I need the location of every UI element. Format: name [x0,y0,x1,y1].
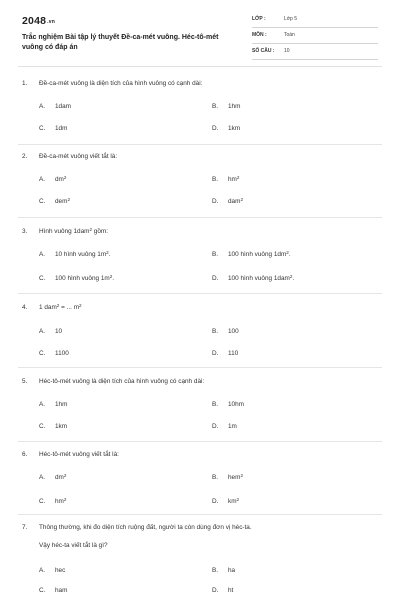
option-a[interactable]: A. $dm^2$ [39,473,67,481]
option-d[interactable]: D. 110 [212,350,239,357]
option-a[interactable]: A. 1dam [39,103,71,110]
question-text: 5. Héc-tô-mét vuông là diện tích của hình vuông có cạnh dài: [22,378,205,385]
question-separator [18,514,382,515]
option-d[interactable]: D. 1km [212,125,241,132]
question-subtext: Vậy héc-ta viết tắt là gì? [39,542,108,549]
option-c[interactable]: C. $hm^2$ [39,497,67,505]
option-b[interactable]: B. 100 [212,328,239,335]
question-text: 3. Hình vuông 1dam$^2$ gồm: [22,227,108,235]
question-text: 1. Đề-ca-mét vuông là diện tích của hình vuông có cạnh dài: [22,80,203,87]
option-c[interactable]: C. ham [39,587,68,594]
header [0,0,400,62]
option-b[interactable]: B. 10hm [212,401,244,408]
option-a[interactable]: A. 10 hình vuông $1m^2$. [39,250,111,258]
header-divider [18,66,382,67]
meta-info [252,12,378,60]
option-a[interactable]: A. 1hm [39,401,68,408]
question-text: 7. Thông thường, khi đo diện tích ruộng đất, người ta còn dùng đơn vị héc-ta. [22,524,252,531]
question-text: 6. Héc-tô-mét vuông viết tắt là: [22,451,119,458]
question-separator [18,367,382,368]
option-a[interactable]: A. $dm^2$ [39,175,67,183]
option-d[interactable]: D. 1m [212,423,237,430]
option-a[interactable]: A. 10 [39,328,63,335]
option-b[interactable]: B. $hm^2$ [212,175,240,183]
meta-subject: MÔN : Toán [252,28,378,44]
option-c[interactable]: C. 1km [39,423,68,430]
option-d[interactable]: D. dam$^2$ [212,197,243,205]
option-b[interactable]: B. ha [212,567,236,574]
site-logo[interactable]: 2048.vn [22,15,55,27]
option-b[interactable]: B. 1hm [212,103,241,110]
document-title: Trắc nghiệm Bài tập lý thuyết Đề-ca-mét vuông. Héc-tô-mét vuông có đáp án [22,34,219,51]
question-text: 2. Đề-ca-mét vuông viết tắt là: [22,153,118,160]
option-c[interactable]: C. dem$^2$ [39,197,70,205]
option-a[interactable]: A. hec [39,567,66,574]
option-b[interactable]: B. 100 hình vuông $1dm^2$. [212,250,291,258]
option-d[interactable]: D. 100 hình vuông 1dam$^2$. [212,274,295,282]
question-separator [18,293,382,294]
meta-question-count: SỐ CÂU : 10 [252,44,378,60]
question-separator [18,217,382,218]
question-separator [18,144,382,145]
question-separator [18,441,382,442]
option-b[interactable]: B. hem$^2$ [212,473,243,481]
option-d[interactable]: D. $km^2$ [212,497,240,505]
option-c[interactable]: C. 100 hình vuông $1m^2$. [39,274,115,282]
option-d[interactable]: D. ht [212,587,234,594]
meta-grade: LỚP : Lớp 5 [252,12,378,28]
option-c[interactable]: C. 1100 [39,350,69,357]
option-c[interactable]: C. 1dm [39,125,68,132]
question-text: 4. 1 dam$^2$ = ... $m^2$ [22,303,82,311]
